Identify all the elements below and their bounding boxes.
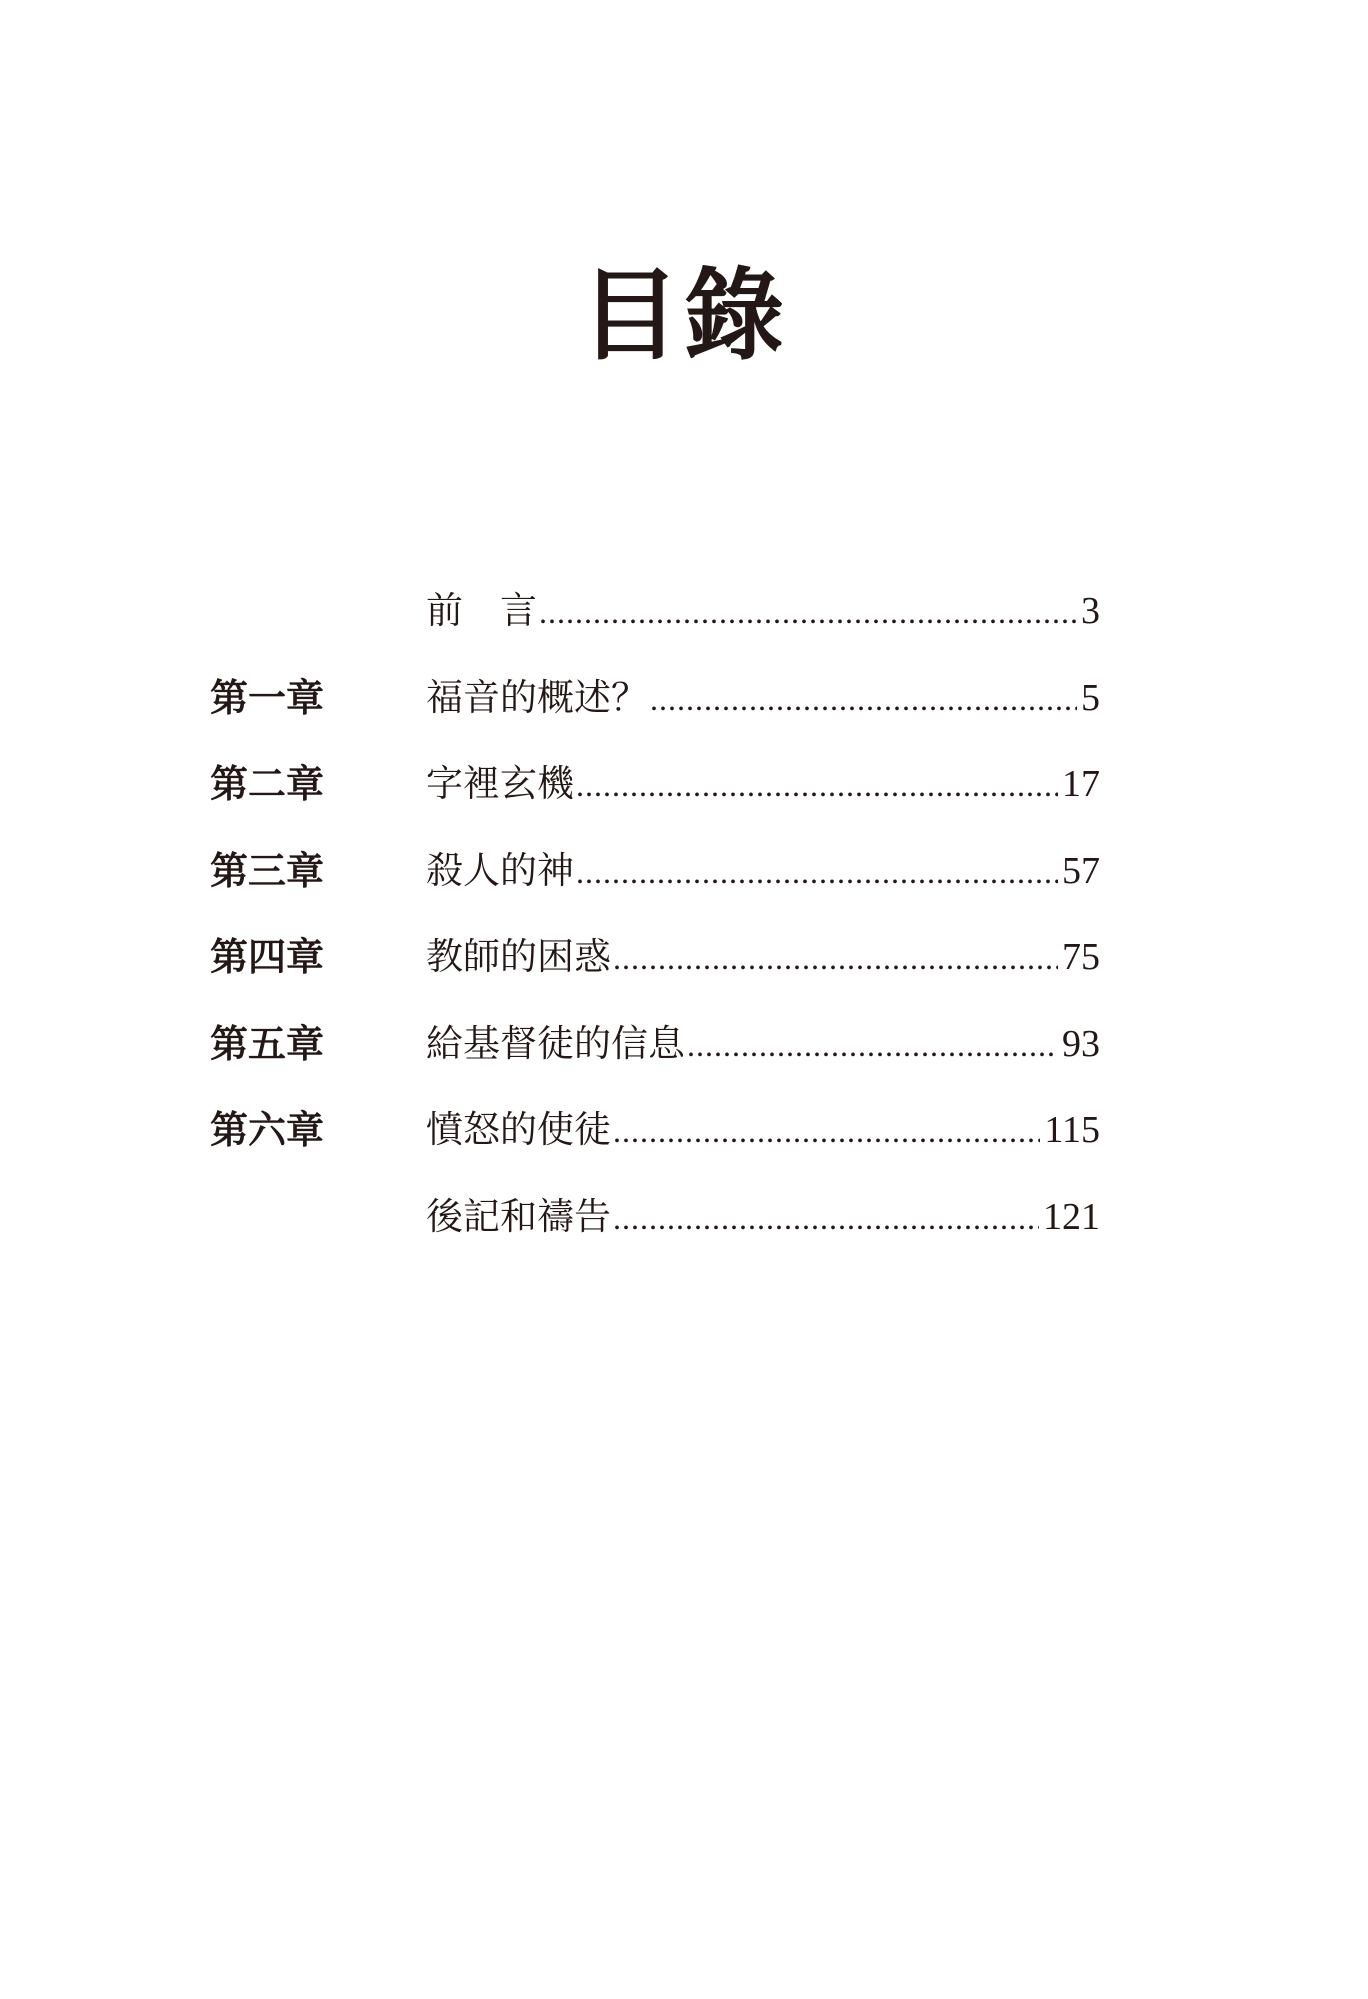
toc-entry-chapter-5 <box>210 1001 1100 1088</box>
toc-entry-afterword <box>210 1174 1100 1261</box>
entry-title: 字裡玄機 <box>426 762 574 805</box>
page-number: 115 <box>1044 1109 1100 1151</box>
chapter-label: 第五章 <box>210 1020 325 1066</box>
toc-entry <box>426 586 1100 636</box>
dot-leader <box>613 933 1058 983</box>
entry-title: 前 言 <box>426 589 537 632</box>
entry-title: 福音的概述？ <box>426 675 648 719</box>
toc-entry <box>426 846 1100 896</box>
toc-entry-chapter-3 <box>210 828 1100 915</box>
entry-title: 憤怒的使徒 <box>426 1108 611 1151</box>
entry-title: 教師的困惑 <box>426 935 611 978</box>
page-number: 75 <box>1062 936 1100 978</box>
toc-entry <box>426 1192 1100 1242</box>
dot-leader <box>576 760 1058 810</box>
dot-leader <box>687 1020 1058 1070</box>
entry-title: 給基督徒的信息 <box>426 1021 685 1065</box>
chapter-label: 第二章 <box>210 761 325 806</box>
toc-entry-preface <box>210 568 1100 655</box>
table-of-contents <box>210 568 1100 1260</box>
chapter-label: 第三章 <box>210 847 325 893</box>
dot-leader <box>613 1106 1040 1156</box>
toc-entry-chapter-4 <box>210 914 1100 1001</box>
dot-leader <box>613 1193 1039 1243</box>
page-number: 3 <box>1081 590 1100 632</box>
chapter-label: 第六章 <box>210 1107 325 1152</box>
page-title: 目錄 <box>580 256 788 374</box>
dot-leader <box>576 847 1058 897</box>
toc-entry <box>426 673 1100 723</box>
page-number: 5 <box>1081 676 1100 719</box>
chapter-label: 第一章 <box>210 674 325 720</box>
page-number: 17 <box>1062 763 1100 805</box>
toc-entry <box>426 759 1100 809</box>
chapter-label: 第四章 <box>210 934 325 979</box>
toc-entry <box>426 932 1100 982</box>
toc-entry <box>426 1105 1100 1155</box>
page-number: 93 <box>1062 1022 1100 1065</box>
page-number: 121 <box>1043 1195 1100 1238</box>
toc-entry-chapter-1 <box>210 655 1100 742</box>
entry-title: 後記和禱告 <box>426 1194 611 1238</box>
entry-title: 殺人的神 <box>426 848 574 892</box>
toc-entry-chapter-6 <box>210 1087 1100 1174</box>
toc-entry <box>426 1019 1100 1069</box>
dot-leader <box>650 674 1077 724</box>
page-number: 57 <box>1062 849 1100 892</box>
dot-leader <box>539 587 1077 637</box>
toc-entry-chapter-2 <box>210 741 1100 828</box>
